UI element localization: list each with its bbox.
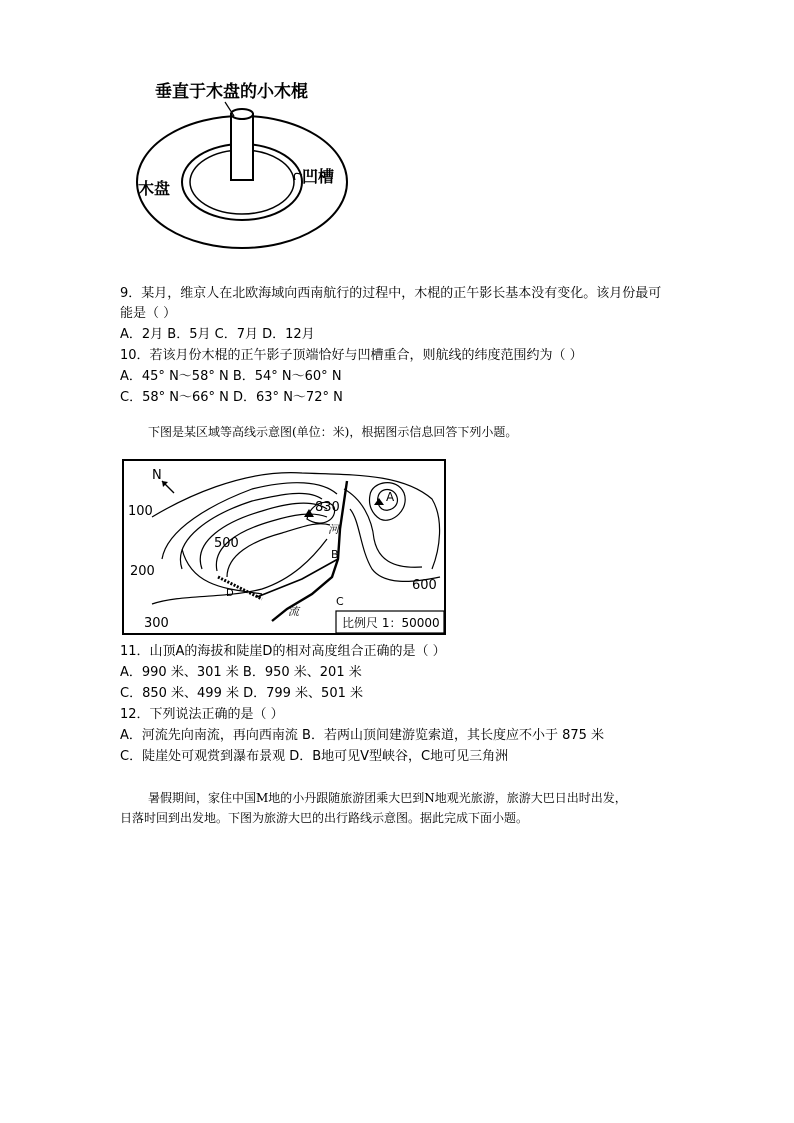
q10-options-line2: C．58° N～66° N D．63° N～72° N — [120, 390, 343, 405]
river-label-2: 流 — [288, 605, 299, 618]
q12-stem: 12．下列说法正确的是（ ） — [120, 707, 284, 722]
q11-stem: 11．山顶A的海拔和陡崖D的相对高度组合正确的是（ ） — [120, 644, 446, 659]
peak-830-label: 830 — [315, 500, 340, 515]
contour-label-600: 600 — [412, 578, 437, 593]
q11-options-line2: C．850 米、499 米 D．799 米、501 米 — [120, 686, 364, 701]
contour-label-300: 300 — [144, 616, 169, 631]
q12-options-line2: C．陡崖处可观赏到瀑布景观 D．B地可见V型峡谷，C地可见三角洲 — [120, 749, 509, 764]
north-label: N — [152, 468, 162, 483]
point-A-label: A — [386, 490, 395, 504]
river-label-1: 河 — [328, 523, 339, 536]
disk-label: 木盘 — [138, 179, 171, 198]
q12-options-line1: A．河流先向南流，再向西南流 B．若两山顶间建游览索道，其长度应不小于 875 米 — [120, 728, 605, 743]
q9-stem-line1: 9．某月，维京人在北欧海域向西南航行的过程中，木棍的正午影长基本没有变化。该月份最可 — [120, 286, 662, 301]
point-C-label: C — [336, 595, 344, 608]
stick — [231, 114, 253, 180]
point-D-label: D — [226, 588, 234, 599]
scale-label: 比例尺 1：50000 — [342, 616, 440, 630]
groove-label: 凹槽 — [302, 167, 335, 186]
q9-options: A．2月 B．5月 C．7月 D．12月 — [120, 327, 315, 342]
contour-label-100: 100 — [128, 504, 153, 519]
map-border — [123, 460, 445, 634]
pointer-line — [225, 102, 234, 116]
travel-intro-line1: 暑假期间，家住中国M地的小丹跟随旅游团乘大巴到N地观光旅游，旅游大巴日出时出发， — [148, 791, 627, 805]
contour-label-500: 500 — [214, 536, 239, 551]
contour-map — [122, 459, 446, 635]
contour-label-200: 200 — [130, 564, 155, 579]
contour-intro: 下图是某区域等高线示意图(单位：米)，根据图示信息回答下列小题。 — [148, 425, 518, 439]
stick-top — [231, 109, 253, 119]
figure1-title: 垂直于木盘的小木棍 — [155, 82, 308, 102]
q10-stem: 10．若该月份木棍的正午影子顶端恰好与凹槽重合，则航线的纬度范围约为（ ） — [120, 348, 583, 363]
q9-stem-line2: 能是（ ） — [120, 306, 177, 321]
travel-intro-line2: 日落时回到出发地。下图为旅游大巴的出行路线示意图。据此完成下面小题。 — [120, 811, 529, 825]
wooden-disk-figure — [130, 70, 360, 270]
q11-options-line1: A．990 米、301 米 B．950 米、201 米 — [120, 665, 362, 680]
q10-options-line1: A．45° N～58° N B．54° N～60° N — [120, 369, 342, 384]
point-B-label: B — [331, 548, 339, 561]
